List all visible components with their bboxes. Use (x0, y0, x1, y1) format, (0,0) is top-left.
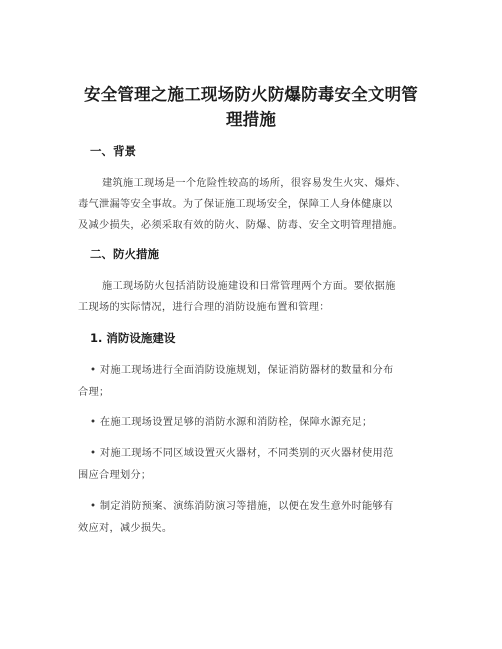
paragraph-line: 施工现场防火包括消防设施建设和日常管理两个方面。要依据施 (102, 281, 396, 292)
paragraph-line: 及减少损失，必须采取有效的防火、防爆、防毒、安全文明管理措施。 (78, 220, 404, 231)
bullet-item-continuation: 效应对，减少损失。 (78, 523, 173, 534)
bullet-item-continuation: 合理； (78, 387, 110, 398)
paragraph-line: 建筑施工现场是一个危险性较高的场所，很容易发生火灾、爆炸、 (102, 178, 407, 189)
document-title (60, 82, 442, 132)
section-heading-fire-prevention: 二、防火措施 (90, 247, 159, 261)
paragraph-line: 工现场的实际情况，进行合理的消防设施布置和管理： (78, 302, 330, 313)
title-line-2: 理措施 (225, 110, 277, 129)
bullet-item: • 对施工现场进行全面消防设施规划，保证消防器材的数量和分布 (90, 365, 394, 376)
paragraph-line: 毒气泄漏等安全事故。为了保证施工现场安全，保障工人身体健康以 (78, 199, 393, 210)
subsection-heading-fire-facilities: 1. 消防设施建设 (90, 331, 176, 345)
bullet-item: • 在施工现场设置足够的消防水源和消防栓，保障水源充足； (90, 417, 373, 428)
bullet-item: • 对施工现场不同区域设置灭火器材，不同类别的灭火器材使用范 (90, 448, 394, 459)
title-line-1: 安全管理之施工现场防火防爆防毒安全文明管 (84, 85, 418, 104)
bullet-item-continuation: 围应合理划分； (78, 470, 152, 481)
bullet-item: • 制定消防预案、演练消防演习等措施，以便在发生意外时能够有 (90, 501, 394, 512)
section-heading-background: 一、背景 (90, 144, 136, 158)
